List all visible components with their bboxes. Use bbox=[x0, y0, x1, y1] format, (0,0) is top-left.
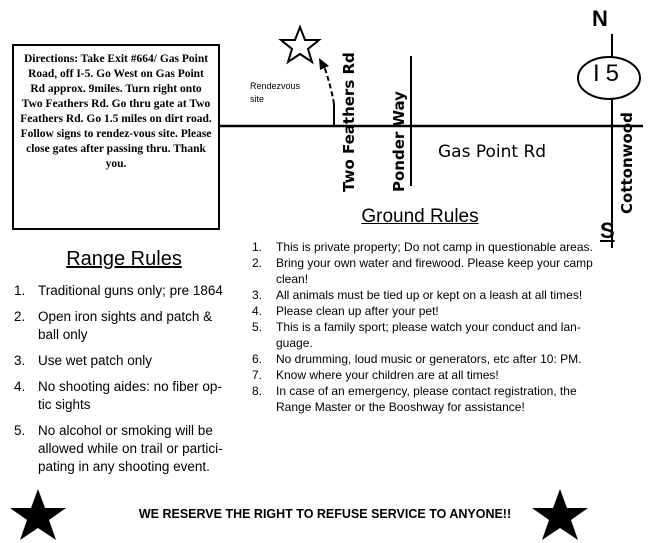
ground-rules-list bbox=[252, 239, 602, 415]
list-item: 4. Please clean up after your pet! bbox=[252, 304, 439, 318]
ponder-way-label: Ponder Way bbox=[390, 91, 408, 192]
list-item: 7. Know where your children are at all times! bbox=[252, 368, 499, 382]
list-item: 4. No shooting aides: no fiber op-tic sights bbox=[14, 379, 222, 412]
list-item: 8. In case of an emergency, please contact registration, the Range Master or the Booshway for assistance! bbox=[252, 384, 577, 414]
ground-rules-title: Ground Rules bbox=[361, 206, 479, 227]
directions-box bbox=[12, 44, 220, 230]
rendezvous-star-icon bbox=[281, 27, 319, 62]
arrow-head bbox=[319, 58, 329, 70]
list-item: 1. Traditional guns only; pre 1864 bbox=[14, 283, 223, 298]
footer-notice: WE RESERVE THE RIGHT TO REFUSE SERVICE TO ANYONE!! bbox=[138, 507, 512, 521]
list-item: 6. No drumming, loud music or generators, etc after 10: PM. bbox=[252, 352, 582, 366]
two-feathers-road-label: Two Feathers Rd bbox=[340, 52, 358, 192]
cottonwood-label: Cottonwood bbox=[618, 112, 636, 214]
rendezvous-path bbox=[324, 66, 334, 104]
south-label: S bbox=[600, 218, 615, 243]
range-rules-list bbox=[14, 282, 234, 484]
list-item: 3. All animals must be tied up or kept on a leash at all times! bbox=[252, 288, 583, 302]
list-item: 5. This is a family sport; please watch your conduct and lan-guage. bbox=[252, 320, 581, 350]
range-rules-title: Range Rules bbox=[66, 248, 182, 270]
list-item: 5. No alcohol or smoking will be allowed while on trail or partici-pating in any shooting event. bbox=[14, 423, 223, 474]
north-label: N bbox=[592, 6, 608, 31]
i5-label: I5 bbox=[592, 60, 625, 87]
list-item: 1. This is private property; Do not camp in questionable areas. bbox=[252, 240, 593, 254]
list-item: 2. Bring your own water and firewood. Please keep your camp clean! bbox=[252, 256, 593, 286]
directions-text: Directions: Take Exit #664/ Gas Point Road, off I-5. Go West on Gas Point Rd approx. 9miles. Turn right onto Two Feathers Rd. Go thru gate at Two Feathers Rd. Go 1.5 miles on dirt road. Follow signs to rendez-vous site. Please close gates after passing thru. Thank you. bbox=[20, 53, 212, 170]
list-item: 3. Use wet patch only bbox=[14, 353, 153, 368]
rendezvous-label: Rendezvous site bbox=[250, 81, 301, 104]
list-item: 2. Open iron sights and patch & ball only bbox=[14, 309, 213, 342]
gas-point-road-label: Gas Point Rd bbox=[438, 142, 547, 162]
